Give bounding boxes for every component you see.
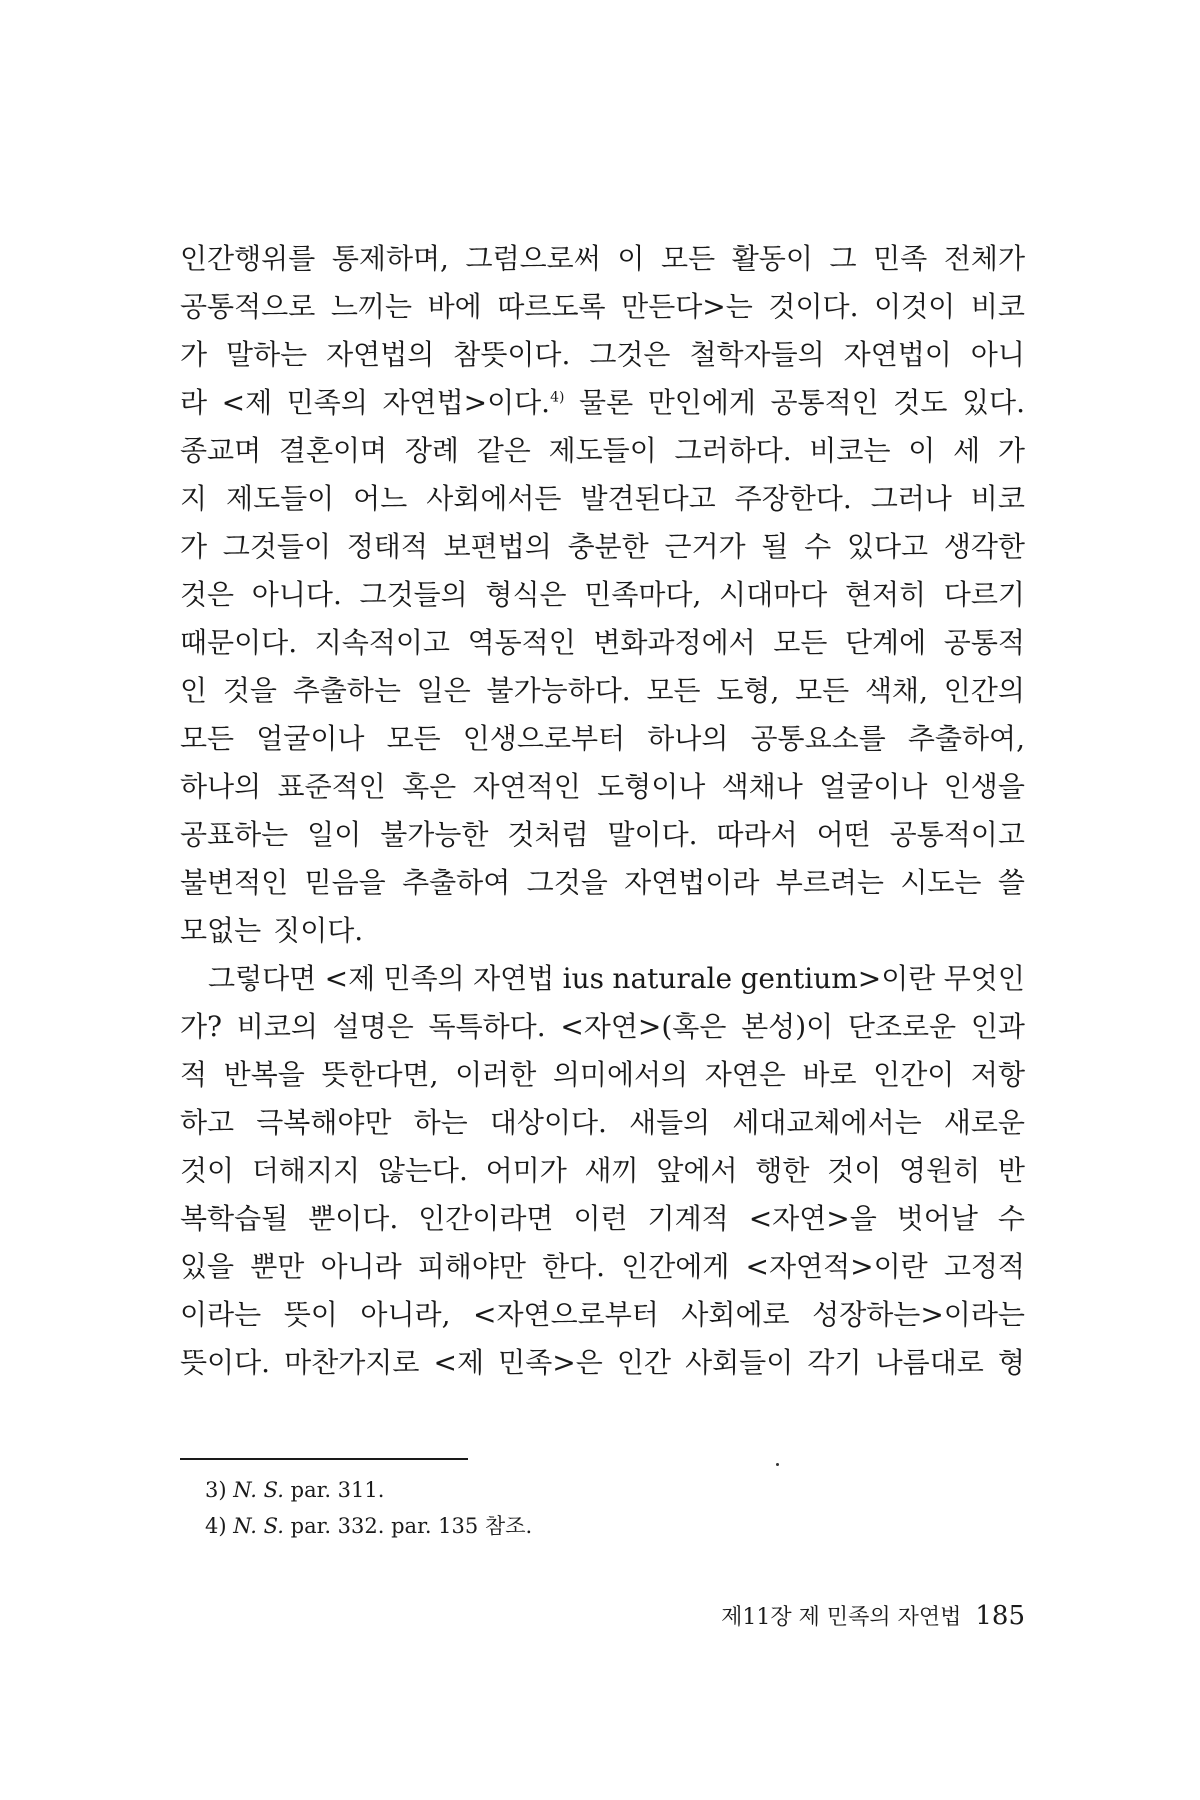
word: 사회에서든 xyxy=(426,482,562,515)
word: 적 xyxy=(180,1058,208,1091)
word: 시도는 xyxy=(900,866,982,899)
word: 민족>은 xyxy=(498,1346,603,1379)
word: 느끼는 xyxy=(330,290,413,323)
word: 비코는 xyxy=(809,434,891,467)
text-line xyxy=(180,1099,1025,1147)
word: 근거가 xyxy=(664,530,746,563)
text-line xyxy=(180,763,1025,811)
word: 뜻한다면, xyxy=(321,1058,439,1091)
word: 공통적인 xyxy=(770,386,879,419)
word: 하나의 xyxy=(647,722,729,755)
word: 될 xyxy=(761,530,789,563)
word: 수 xyxy=(997,1202,1025,1235)
text-line xyxy=(180,619,1025,667)
word: 바로 xyxy=(802,1058,857,1091)
word: 자연법이라 xyxy=(624,866,760,899)
word: 아니다. xyxy=(251,578,342,611)
word: 생각한 xyxy=(943,530,1025,563)
word: 뜻이다. xyxy=(180,1346,271,1379)
word: 가 xyxy=(997,434,1025,467)
word: 것이 xyxy=(827,1154,882,1187)
text-line xyxy=(180,283,1025,331)
footnotes xyxy=(205,1472,532,1544)
word: 마찬가지로 xyxy=(284,1346,420,1379)
word: 대상이다. xyxy=(489,1106,607,1139)
word: 있을 xyxy=(180,1250,235,1283)
word: 민족 xyxy=(873,242,928,275)
footnote-source: N. S. xyxy=(233,1478,284,1502)
word: 이라는 xyxy=(180,1298,262,1331)
word: 도형, xyxy=(716,674,780,707)
word: 벗어날 xyxy=(896,1202,978,1235)
word: 인간행위를 xyxy=(180,242,316,275)
word: 모없는 xyxy=(180,914,262,947)
word: 표준적인 xyxy=(277,770,386,803)
word: <제 xyxy=(221,386,273,419)
word: 불변적인 xyxy=(180,866,289,899)
word: 하는 xyxy=(413,1106,468,1139)
word: 공통적이고 xyxy=(889,818,1025,851)
text-line xyxy=(180,1195,1025,1243)
word: 따르도록 xyxy=(497,290,606,323)
word: 전체가 xyxy=(943,242,1025,275)
word: 것이 xyxy=(180,1154,235,1187)
word: 세 xyxy=(953,434,981,467)
word: 새끼 xyxy=(584,1154,639,1187)
footnote-number: 3) xyxy=(205,1478,227,1502)
text-line xyxy=(180,1243,1025,1291)
word: ius xyxy=(562,962,605,995)
word: 인간 xyxy=(616,1346,671,1379)
word-with-footnote xyxy=(382,379,564,427)
word: 말하는 xyxy=(226,338,308,371)
word: 인간이라면 xyxy=(418,1202,554,1235)
word: 같은 xyxy=(476,434,531,467)
word: 극복해야만 xyxy=(256,1106,392,1139)
word: 가? xyxy=(180,1010,223,1043)
word: 역동적인 xyxy=(467,626,576,659)
word: 자연법 xyxy=(473,962,555,995)
word: 모든 xyxy=(386,722,441,755)
word: 비코의 xyxy=(236,1010,318,1043)
word: 독특하다. xyxy=(428,1010,546,1043)
word: 하나의 xyxy=(180,770,262,803)
word: 성장하는>이라는 xyxy=(812,1298,1025,1331)
word: 새들의 xyxy=(629,1106,711,1139)
text-line xyxy=(180,475,1025,523)
word: 저항 xyxy=(970,1058,1025,1091)
word: 장례 xyxy=(404,434,459,467)
text-line xyxy=(180,331,1025,379)
word: 종교며 xyxy=(180,434,262,467)
word: 인생으로부터 xyxy=(462,722,626,755)
word: 단조로운 xyxy=(847,1010,957,1043)
word: 것이다. xyxy=(768,290,859,323)
text-line xyxy=(180,1147,1025,1195)
word: 주장한다. xyxy=(734,482,852,515)
word: 모든 xyxy=(773,626,828,659)
word: 만인에게 xyxy=(647,386,756,419)
word: <자연적>이란 xyxy=(745,1250,928,1283)
word: 어떤 xyxy=(816,818,871,851)
text-line xyxy=(180,859,1025,907)
footnote-divider xyxy=(180,1458,468,1460)
word: 부르려는 xyxy=(775,866,884,899)
word: 뜻이 xyxy=(283,1298,338,1331)
word: 비코 xyxy=(970,482,1025,515)
word: 참뜻이다. xyxy=(453,338,571,371)
word: 가 xyxy=(180,530,208,563)
word: 짓이다. xyxy=(273,914,364,947)
text-line xyxy=(180,1051,1025,1099)
word: 그것들이 xyxy=(222,530,331,563)
footnote-4 xyxy=(205,1508,532,1544)
word: 추출하여, xyxy=(907,722,1025,755)
word: 제도들이 xyxy=(226,482,335,515)
word: 그것을 xyxy=(526,866,608,899)
word: 혹은 xyxy=(402,770,457,803)
word: 모든 xyxy=(795,674,850,707)
text-line xyxy=(180,1003,1025,1051)
word: 얼굴이나 xyxy=(256,722,365,755)
word: 복학습될 xyxy=(180,1202,289,1235)
text-line xyxy=(180,427,1025,475)
word: 다르기 xyxy=(943,578,1025,611)
word: 제도들이 xyxy=(548,434,657,467)
word: 아니라 xyxy=(320,1250,402,1283)
word: 그 xyxy=(829,242,857,275)
text-line xyxy=(180,523,1025,571)
word: 라 xyxy=(180,386,208,419)
word: 결혼이며 xyxy=(278,434,388,467)
word: 비코 xyxy=(970,290,1025,323)
word: 만든다>는 xyxy=(621,290,753,323)
footnote-number: 4) xyxy=(205,1514,227,1538)
word: 그것들의 xyxy=(359,578,468,611)
text-line xyxy=(180,667,1025,715)
word: <자연으로부터 xyxy=(473,1298,659,1331)
word: 따라서 xyxy=(716,818,798,851)
word: <제 xyxy=(433,1346,485,1379)
word: 변화과정에서 xyxy=(593,626,756,659)
word: 공통적 xyxy=(943,626,1025,659)
word: 새로운 xyxy=(943,1106,1025,1139)
word: 추출하여 xyxy=(402,866,511,899)
word: 자연은 xyxy=(704,1058,786,1091)
word: 얼굴이나 xyxy=(819,770,928,803)
text-line xyxy=(180,571,1025,619)
word: 이 xyxy=(908,434,936,467)
word: 수 xyxy=(804,530,832,563)
word: 색채, xyxy=(864,674,928,707)
word: 사회에로 xyxy=(681,1298,790,1331)
page-number: 185 xyxy=(975,1601,1025,1631)
word: 아니 xyxy=(970,338,1025,371)
word: 의미에서의 xyxy=(552,1058,689,1091)
word: 세대교체에서는 xyxy=(732,1106,922,1139)
word: 자연법이 xyxy=(843,338,952,371)
word: 자연적인 xyxy=(472,770,581,803)
word: 그러나 xyxy=(870,482,952,515)
word: 도형이나 xyxy=(597,770,706,803)
word: 사회들이 xyxy=(685,1346,794,1379)
word: 모든 xyxy=(180,722,235,755)
word: 그럼으로써 xyxy=(465,242,601,275)
word: 공통적으로 xyxy=(180,290,316,323)
word: 자연법의 xyxy=(326,338,435,371)
word: 모든 xyxy=(646,674,701,707)
word: 불가능하다. xyxy=(486,674,631,707)
word: 고정적 xyxy=(943,1250,1025,1283)
footnote-source: N. S. xyxy=(233,1514,284,1538)
word: <자연>을 xyxy=(748,1202,877,1235)
word: 그러하다. xyxy=(674,434,792,467)
word: 그것은 xyxy=(589,338,671,371)
word: naturale xyxy=(612,962,733,995)
word: 물론 xyxy=(579,386,634,419)
word: 쓸 xyxy=(997,866,1025,899)
running-footer xyxy=(721,1600,1025,1631)
word: 하고 xyxy=(180,1106,235,1139)
word: 보편법의 xyxy=(443,530,552,563)
word: 앞에서 xyxy=(656,1154,738,1187)
word: 현저히 xyxy=(844,578,927,611)
word: 추출하는 xyxy=(292,674,401,707)
word: 일이 xyxy=(307,818,362,851)
word: 이런 xyxy=(573,1202,628,1235)
word: 시대마다 xyxy=(719,578,828,611)
word: 지속적이고 xyxy=(314,626,450,659)
word: 공통요소를 xyxy=(750,722,886,755)
footnote-marker: 4) xyxy=(550,389,565,406)
word: 인 xyxy=(180,674,208,707)
word: 어미가 xyxy=(485,1154,567,1187)
word: 인간에게 xyxy=(621,1250,730,1283)
text-line xyxy=(180,811,1025,859)
word: 정태적 xyxy=(346,530,428,563)
word: 그렇다면 xyxy=(208,962,317,995)
word: 민족마다, xyxy=(584,578,702,611)
print-speck xyxy=(776,1463,779,1466)
text-line xyxy=(180,235,1025,283)
word: 공표하는 xyxy=(180,818,289,851)
word: 더해지지 xyxy=(251,1154,361,1187)
word: 나름대로 xyxy=(875,1346,984,1379)
word: 있다고 xyxy=(846,530,929,563)
word: 뿐만 xyxy=(250,1250,305,1283)
word: 반복을 xyxy=(223,1058,305,1091)
word: 충분한 xyxy=(567,530,649,563)
word: 바에 xyxy=(427,290,482,323)
word: <자연>(혹은 xyxy=(560,1010,727,1043)
footnote-reference: par. 332. par. 135 참조. xyxy=(290,1514,533,1538)
word: <제 xyxy=(324,962,376,995)
word: 반 xyxy=(997,1154,1025,1187)
text-line xyxy=(180,955,1025,1003)
word: 믿음을 xyxy=(304,866,386,899)
word: 민족의 xyxy=(383,962,465,995)
text-line xyxy=(180,379,1025,427)
chapter-title: 제11장 제 민족의 자연법 xyxy=(721,1605,962,1630)
word: 것처럼 xyxy=(507,818,589,851)
word: 발견된다고 xyxy=(580,482,716,515)
text-line xyxy=(180,907,1025,955)
word: 기계적 xyxy=(647,1202,729,1235)
word: 때문이다. xyxy=(180,626,298,659)
word: 이것이 xyxy=(874,290,956,323)
word: 있다. xyxy=(961,386,1025,419)
footnote-3 xyxy=(205,1472,532,1508)
word: 민족의 xyxy=(286,386,368,419)
word: 각기 xyxy=(807,1346,862,1379)
word: 인간의 xyxy=(943,674,1025,707)
word: 모든 xyxy=(661,242,716,275)
word: 것을 xyxy=(222,674,277,707)
word: 지 xyxy=(180,482,208,515)
text-line xyxy=(180,1291,1025,1339)
word: 형 xyxy=(997,1346,1025,1379)
word: 통제하며, xyxy=(331,242,449,275)
word: 색채나 xyxy=(721,770,803,803)
word: 말이다. xyxy=(607,818,698,851)
word: 한다. xyxy=(542,1250,606,1283)
text-line xyxy=(180,715,1025,763)
word: 피해야만 xyxy=(417,1250,526,1283)
word: 불가능한 xyxy=(380,818,489,851)
word: 무엇인 xyxy=(943,962,1025,995)
word: 아니라, xyxy=(360,1298,451,1331)
word: 것은 xyxy=(180,578,235,611)
word: 것도 xyxy=(893,386,948,419)
word: 이러한 xyxy=(455,1058,537,1091)
word: 인과 xyxy=(970,1010,1025,1043)
word: 자연법>이다. xyxy=(382,386,551,419)
text-line xyxy=(180,1339,1025,1387)
word: 본성)이 xyxy=(741,1010,834,1043)
word: 단계에 xyxy=(845,626,927,659)
body-text xyxy=(180,235,1025,1387)
word: 않는다. xyxy=(377,1154,468,1187)
word: 설명은 xyxy=(332,1010,414,1043)
word: 형식은 xyxy=(485,578,567,611)
word: 영원히 xyxy=(899,1154,981,1187)
word: gentium>이란 xyxy=(740,962,936,995)
word: 가 xyxy=(180,338,208,371)
word: 어느 xyxy=(353,482,408,515)
word: 인생을 xyxy=(943,770,1025,803)
word: 뿐이다. xyxy=(308,1202,399,1235)
word: 활동이 xyxy=(731,242,813,275)
word: 철학자들의 xyxy=(689,338,825,371)
word: 이 xyxy=(617,242,645,275)
word: 인간이 xyxy=(873,1058,955,1091)
word: 행한 xyxy=(755,1154,810,1187)
footnote-reference: par. 311. xyxy=(290,1478,385,1502)
word: 일은 xyxy=(416,674,471,707)
